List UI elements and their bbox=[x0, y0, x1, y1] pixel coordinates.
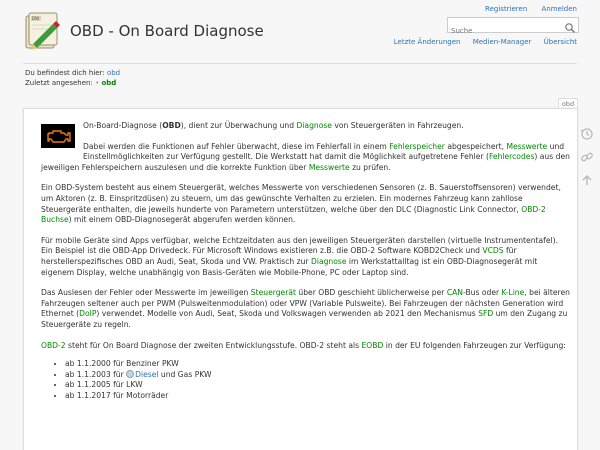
obd2-dates-list bbox=[65, 359, 571, 401]
dokuwiki-logo-icon[interactable] bbox=[23, 10, 63, 52]
paragraph-protocols: Das Auslesen der Fehler oder Messwerte im jeweiligen Steuergerät über OBD geschieht üblicherweise per CAN-Bus oder K-Line, bei älteren Fahrzeugen seltener auch per PWM (Pulsweitenmodulation) oder VPW (Variable Pulsweite). Bei Fahrzeugen der nächsten Generation wird Ethernet (DoIP) verwendet. Modelle von Audi, Seat, Skoda und Volkswagen verwenden ab 2021 den Mechanismus SFD um den Zugang zu Steuergeräte zu regeln. bbox=[41, 288, 570, 329]
link-fehlercodes[interactable]: Fehlercodes bbox=[488, 152, 535, 162]
site-title[interactable]: OBD - On Board Diagnose bbox=[70, 22, 264, 40]
last-viewed-link[interactable]: obd bbox=[101, 79, 117, 87]
list-item: • ab 1.1.2005 für LKW bbox=[65, 380, 571, 391]
recent-changes-link[interactable]: Letzte Änderungen bbox=[393, 38, 461, 46]
link-eobd[interactable]: EOBD bbox=[361, 340, 384, 350]
link-messwerte-2[interactable]: Messwerte bbox=[308, 162, 350, 172]
header-divider bbox=[23, 63, 577, 64]
link-vcds[interactable]: VCDS bbox=[482, 246, 504, 256]
link-steuergeraet[interactable]: Steuergerät bbox=[250, 288, 296, 298]
user-tools bbox=[473, 5, 577, 13]
media-manager-link[interactable]: Medien-Manager bbox=[472, 38, 532, 46]
login-link[interactable]: Anmelden bbox=[541, 5, 577, 13]
old-revisions-icon[interactable] bbox=[580, 126, 594, 140]
paragraph-obd2: OBD-2 steht für On Board Diagnose der zweiten Entwicklungsstufe. OBD-2 steht als EOBD in der EU folgenden Fahrzeugen zur Verfügung: bbox=[41, 340, 566, 350]
link-fehlerspeicher[interactable]: Fehlerspeicher bbox=[389, 141, 445, 151]
svg-text:DW: DW bbox=[32, 16, 40, 21]
link-obd2-buchse[interactable]: OBD-2 Buchse bbox=[41, 204, 546, 225]
link-can[interactable]: CAN bbox=[446, 288, 463, 298]
site-tools bbox=[384, 38, 577, 46]
search-icon[interactable] bbox=[564, 19, 576, 31]
link-k-line[interactable]: K-Line bbox=[501, 288, 525, 298]
paragraph-intro: On-Board-Diagnose (OBD), dient zur Überwachung und Diagnose von Steuergeräten in Fahrzeugen. bbox=[83, 121, 464, 130]
list-item: • ab 1.1.2003 für Diesel und Gas PKW bbox=[65, 370, 571, 381]
backlinks-icon[interactable] bbox=[580, 149, 594, 163]
page-tools bbox=[580, 126, 600, 195]
page-content-area bbox=[23, 108, 578, 450]
link-messwerte[interactable]: Messwerte bbox=[506, 141, 548, 151]
search-box bbox=[447, 17, 579, 33]
article-content bbox=[41, 121, 571, 401]
header bbox=[0, 0, 600, 66]
link-diagnose-2[interactable]: Diagnose bbox=[310, 256, 347, 266]
interwiki-icon bbox=[126, 370, 134, 378]
register-link[interactable]: Registrieren bbox=[485, 5, 528, 13]
link-diesel[interactable]: Diesel bbox=[135, 369, 159, 379]
paragraph-apps: Für mobile Geräte sind Apps verfügbar, welche Echtzeitdaten aus den jeweiligen Steuergeräten darstellen (virtuelle Instrumententafel). Ein Beispiel ist die OBD-App Drivedeck. Für Microsoft Windows existieren z.B. die OBD-2 Software KOBD2Check und VCDS für herstellerspezifisches OBD an Audi, Seat, Skoda und VW. Praktisch zur Diagnose im Werkstattalltag ist ein OBD-Diagnosegerät mit eigenem Display, welche unabhängig von Basis-Geräten wie Mobile-Phone, PC oder Laptop sind. bbox=[41, 235, 558, 277]
overview-link[interactable]: Übersicht bbox=[543, 38, 577, 46]
last-viewed: Zuletzt angesehen: • obd bbox=[25, 79, 117, 87]
paragraph-functions: Dabei werden die Funktionen auf Fehler überwacht, diese im Fehlerfall in einem Fehlerspeicher abgespeichert, Messwerte und Einstellmöglichkeiten zur Verfügung gestellt. Die Werkstatt hat damit die Möglichkeit aufgetretene Fehler (Fehlercodes) aus den jeweiligen Fehlerspeichern auszulesen und die korrekte Funktion über Messwerte zu prüfen. bbox=[41, 141, 570, 172]
list-item: • ab 1.1.2000 für Benziner PKW bbox=[65, 359, 571, 370]
link-sfd[interactable]: SFD bbox=[478, 309, 494, 319]
engine-warning-icon[interactable] bbox=[41, 124, 75, 148]
back-to-top-icon[interactable] bbox=[580, 172, 594, 186]
you-are-here-link[interactable]: obd bbox=[106, 69, 121, 77]
link-diagnose[interactable]: Diagnose bbox=[296, 121, 332, 130]
search-input[interactable] bbox=[448, 24, 560, 38]
breadcrumb bbox=[25, 68, 120, 88]
link-doip[interactable]: DoIP bbox=[79, 309, 97, 319]
link-obd2[interactable]: OBD-2 bbox=[41, 340, 66, 350]
page-id-tab: obd bbox=[558, 98, 578, 109]
paragraph-system: Ein OBD-System besteht aus einem Steuergerät, welches Messwerte von verschiedenen Sensoren (z. B. Sauerstoffsensoren) verwendet, um Aktoren (z. B. Einspritzdüsen) zu steuern, um das gewünschte Verhalten zu erzielen. Ein modernes Fahrzeug kann zahllose Steuergeräte enthalten, die jeweils hunderte von Parametern unterstützen, welche über den DLC (Diagnostic Link Connector, OBD-2 Buchse) mit einem OBD-Diagnosegerät abgerufen werden können. bbox=[41, 183, 561, 225]
you-are-here: Du befindest dich hier: obd bbox=[25, 69, 121, 77]
list-item: • ab 1.1.2017 für Motorräder bbox=[65, 391, 571, 402]
